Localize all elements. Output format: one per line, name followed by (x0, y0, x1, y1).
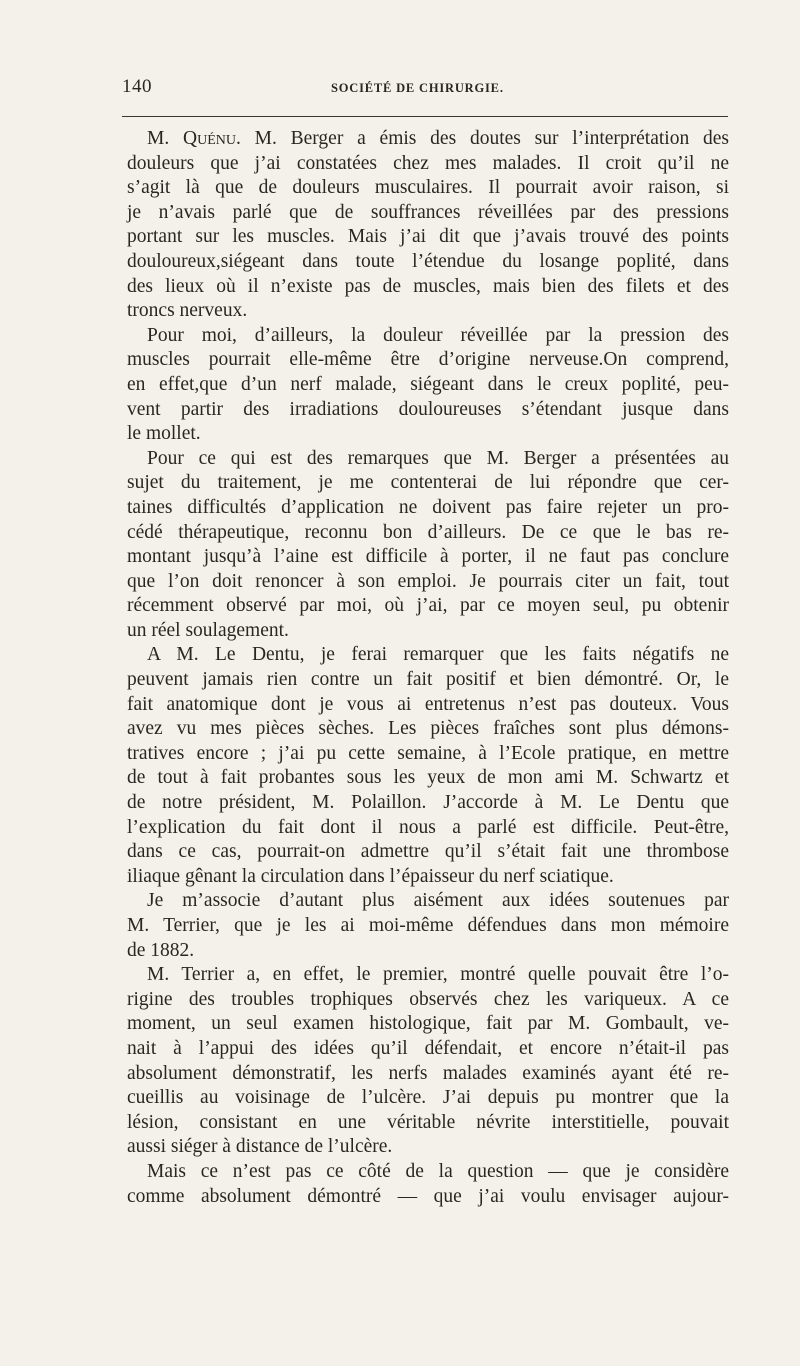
text-line: nait à l’appui des idées qu’il défendait, et encore n’était-il pas (127, 1037, 729, 1059)
speaker-name: M. Quénu (147, 128, 236, 149)
header-rule (122, 116, 728, 117)
text-line: un réel soulagement. (127, 619, 289, 641)
text-line: M. Terrier, que je les ai moi-même défendues dans mon mémoire (127, 915, 729, 936)
text-line: aussi siéger à distance de l’ulcère. (127, 1136, 393, 1158)
paragraph (127, 1160, 729, 1209)
text-line: Je m’associe d’autant plus aisément aux idées soutenues par (147, 890, 729, 912)
text-line: douloureux,siégeant dans toute l’étendue du losange poplité, dans (127, 250, 729, 272)
text-line: Mais ce n’est pas ce côté de la question — que je considère (147, 1160, 729, 1182)
text-line: de notre président, M. Polaillon. J’accorde à M. Le Dentu que (127, 792, 729, 814)
paragraph (127, 643, 729, 889)
text-line: de 1882. (127, 939, 195, 961)
running-title: SOCIÉTÉ DE CHIRURGIE. (331, 81, 504, 95)
text-line: peuvent jamais rien contre un fait positif et bien démontré. Or, le (127, 669, 729, 691)
paragraph (127, 447, 729, 644)
text-line: muscles pourrait elle-même être d’origine nerveuse.On comprend, (127, 349, 729, 371)
text-line: comme absolument démontré — que j’ai voulu envisager aujour- (127, 1185, 729, 1207)
text-line: vent partir des irradiations douloureuses s’étendant jusque dans (127, 398, 729, 420)
text-line: cédé thérapeutique, reconnu bon d’ailleurs. De ce que le bas re- (127, 521, 729, 543)
page-header (122, 77, 728, 101)
text-line: portant sur les muscles. Mais j’ai dit que j’avais trouvé des points (127, 226, 729, 248)
body-text (127, 127, 729, 1209)
text-line: troncs nerveux. (127, 300, 248, 322)
text-line: récemment observé par moi, où j’ai, par ce moyen seul, pu obtenir (127, 595, 729, 617)
paragraph (127, 324, 729, 447)
text-line: taines difficultés d’application ne doivent pas faire rejeter un pro- (127, 496, 729, 518)
text-line: moment, un seul examen histologique, fait par M. Gombault, ve- (127, 1013, 729, 1035)
text-line: avez vu mes pièces sèches. Les pièces fraîches sont plus démons- (127, 718, 729, 740)
text-line: je n’avais parlé que de souffrances réveillées par des pressions (127, 201, 729, 223)
text-line: le mollet. (127, 423, 201, 445)
text-line: fait anatomique dont je vous ai entretenus n’est pas douteux. Vous (127, 693, 729, 715)
paragraph (127, 127, 729, 324)
text-line: dans ce cas, pourrait-on admettre qu’il s’était fait une thrombose (127, 841, 729, 863)
text-line: douleurs que j’ai constatées chez mes malades. Il croit qu’il ne (127, 152, 729, 174)
paragraph (127, 889, 729, 963)
text-line: montant jusqu’à l’aine est difficile à porter, il ne faut pas conclure (127, 546, 729, 568)
text-line: Pour ce qui est des remarques que M. Berger a présentées au (147, 447, 729, 469)
text-line: absolument démonstratif, les nerfs malades examinés ayant été re- (127, 1062, 729, 1084)
text-line: l’explication du fait dont il nous a parlé est difficile. Peut-être, (127, 816, 729, 838)
text-line: M. Quénu. M. Berger a émis des doutes sur l’interprétation des (147, 128, 729, 149)
text-line: des lieux où il n’existe pas de muscles, mais bien des filets et des (127, 275, 729, 297)
text-line: que l’on doit renoncer à son emploi. Je pourrais citer un fait, tout (127, 570, 729, 592)
text-line: sujet du traitement, je me contenterai de lui répondre que cer- (127, 472, 729, 494)
text-line: Pour moi, d’ailleurs, la douleur réveillée par la pression des (147, 324, 729, 346)
text-line: lésion, consistant en une véritable névrite interstitielle, pouvait (127, 1111, 729, 1133)
text-line: M. Terrier a, en effet, le premier, montré quelle pouvait être l’o- (147, 964, 729, 986)
text-line: rigine des troubles trophiques observés chez les variqueux. A ce (127, 988, 729, 1010)
text-line: s’agit là que de douleurs musculaires. Il pourrait avoir raison, si (127, 177, 729, 199)
text-line: tratives encore ; j’ai pu cette semaine, à l’Ecole pratique, en mettre (127, 742, 729, 764)
page-number: 140 (122, 76, 152, 97)
text-line: cueillis au voisinage de l’ulcère. J’ai depuis pu montrer que la (127, 1087, 729, 1109)
paragraph (127, 963, 729, 1160)
text-line: A M. Le Dentu, je ferai remarquer que les faits négatifs ne (147, 644, 729, 666)
text-line: en effet,que d’un nerf malade, siégeant dans le creux poplité, peu- (127, 373, 729, 395)
text-line: de tout à fait probantes sous les yeux de mon ami M. Schwartz et (127, 767, 729, 789)
text-line: iliaque gênant la circulation dans l’épaisseur du nerf sciatique. (127, 865, 614, 887)
